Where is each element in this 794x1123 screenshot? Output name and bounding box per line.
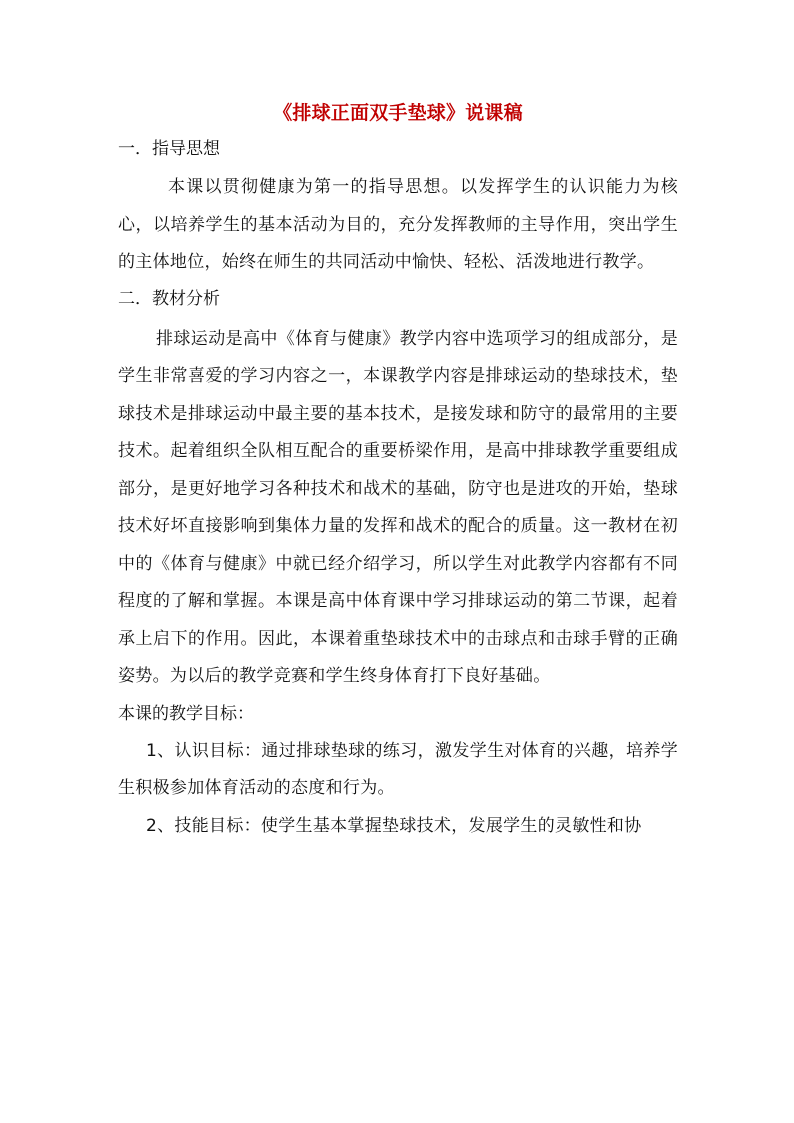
paragraph-guiding-ideology: 本课以贯彻健康为第一的指导思想。以发挥学生的认识能力为核心，以培养学生的基本活动为目的，充分发挥教师的主导作用，突出学生的主体地位，始终在师生的共同活动中愉快、轻松、活泼地进行教学。 (118, 177, 678, 272)
document-title: 《排球正面双手垫球》说课稿 (273, 102, 523, 124)
goal-skill: 2、技能目标：使学生基本掌握垫球技术，发展学生的灵敏性和协 (146, 815, 642, 836)
paragraph-material-analysis: 排球运动是高中《体育与健康》教学内容中选项学习的组成部分，是学生非常喜爱的学习内容之一，本课教学内容是排球运动的垫球技术，垫球技术是排球运动中最主要的基本技术，是接发球和防守的最常用的主要技术。起着组织全队相互配合的重要桥梁作用，是高中排球教学重要组成部分，是更好地学习各种技术和战术的基础，防守也是进攻的开始，垫球技术好坏直接影响到集体力量的发挥和战术的配合的质量。这一教材在初中的《体育与健康》中就已经介绍学习，所以学生对此教学内容都有不同程度的了解和掌握。本课是高中体育课中学习排球运动的第二节课，起着承上启下的作用。因此，本课着重垫球技术中的击球点和击球手臂的正确姿势。为以后的教学竞赛和学生终身体育打下良好基础。 (118, 328, 678, 686)
document-page (118, 98, 678, 845)
goal-cognitive: 1、认识目标：通过排球垫球的练习，激发学生对体育的兴趣，培养学生积极参加体育活动的态度和行为。 (118, 740, 678, 798)
section-heading-material-analysis: 二．教材分析 (118, 288, 220, 309)
goals-heading: 本课的教学目标： (118, 703, 254, 724)
section-heading-guiding-ideology: 一．指导思想 (118, 139, 220, 159)
